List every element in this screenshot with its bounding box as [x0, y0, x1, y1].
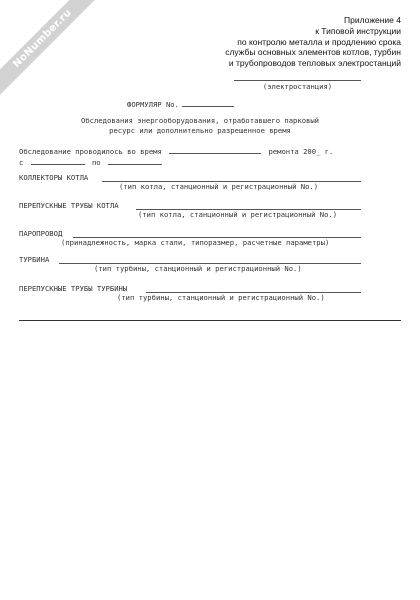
subtitle-line: ресурс или дополнительно разрешенное время [109, 126, 291, 135]
field-label-turbine-bypass-pipes: ПЕРЕПУСКНЫЕ ТРУБЫ ТУРБИНЫ [19, 284, 128, 293]
survey-prefix: Обследование проводилось во время [19, 147, 162, 156]
date-from-field[interactable] [31, 157, 85, 165]
appendix-header [171, 15, 401, 69]
field-label-boiler-collectors: КОЛЛЕКТОРЫ КОТЛА [19, 173, 89, 182]
form-number-field[interactable] [182, 99, 234, 107]
station-field-line[interactable] [234, 80, 361, 81]
watermark-ribbon [0, 0, 102, 98]
turbine-caption: (тип турбины, станционный и регистрационный No.) [94, 264, 302, 273]
appendix-line: Приложение 4 [344, 15, 401, 25]
appendix-line: службы основных элементов котлов, турбин [225, 47, 401, 58]
repair-type-field[interactable] [169, 146, 261, 154]
subtitle-line: Обследования энергооборудования, отработавшего парковый [81, 116, 319, 125]
boiler-bypass-pipes-caption: (тип котла, станционный и регистрационный No.) [138, 210, 338, 219]
survey-period-row [19, 146, 333, 156]
date-from-label: с [19, 158, 24, 167]
steam-pipeline-caption: (принадлежность, марка стали, типоразмер, расчетные параметры) [61, 238, 330, 247]
boiler-collectors-caption: (тип котла, станционный и регистрационный No.) [119, 182, 319, 191]
form-title-text: ФОРМУЛЯР No. [127, 100, 179, 109]
field-label-boiler-bypass-pipes: ПЕРЕПУСКНЫЕ ТРУБЫ КОТЛА [19, 201, 119, 210]
watermark-text: NoNumber.ru [11, 7, 75, 71]
appendix-line: по контролю металла и продлению срока [237, 36, 401, 47]
survey-suffix: ремонта 200_ г. [268, 147, 334, 156]
survey-dates-row [19, 157, 162, 167]
section-divider [19, 320, 401, 321]
turbine-bypass-pipes-caption: (тип турбины, станционный и регистрационный No.) [117, 293, 325, 302]
form-subtitle [30, 116, 370, 136]
field-label-turbine: ТУРБИНА [19, 255, 50, 264]
appendix-line: к Типовой инструкции [315, 25, 401, 36]
form-title [127, 99, 234, 109]
station-caption: (электростанция) [262, 82, 333, 91]
appendix-line: и трубопроводов тепловых электростанций [228, 58, 401, 69]
date-to-label: по [91, 158, 101, 167]
field-label-steam-pipeline: ПАРОПРОВОД [19, 229, 63, 238]
date-to-field[interactable] [108, 157, 162, 165]
